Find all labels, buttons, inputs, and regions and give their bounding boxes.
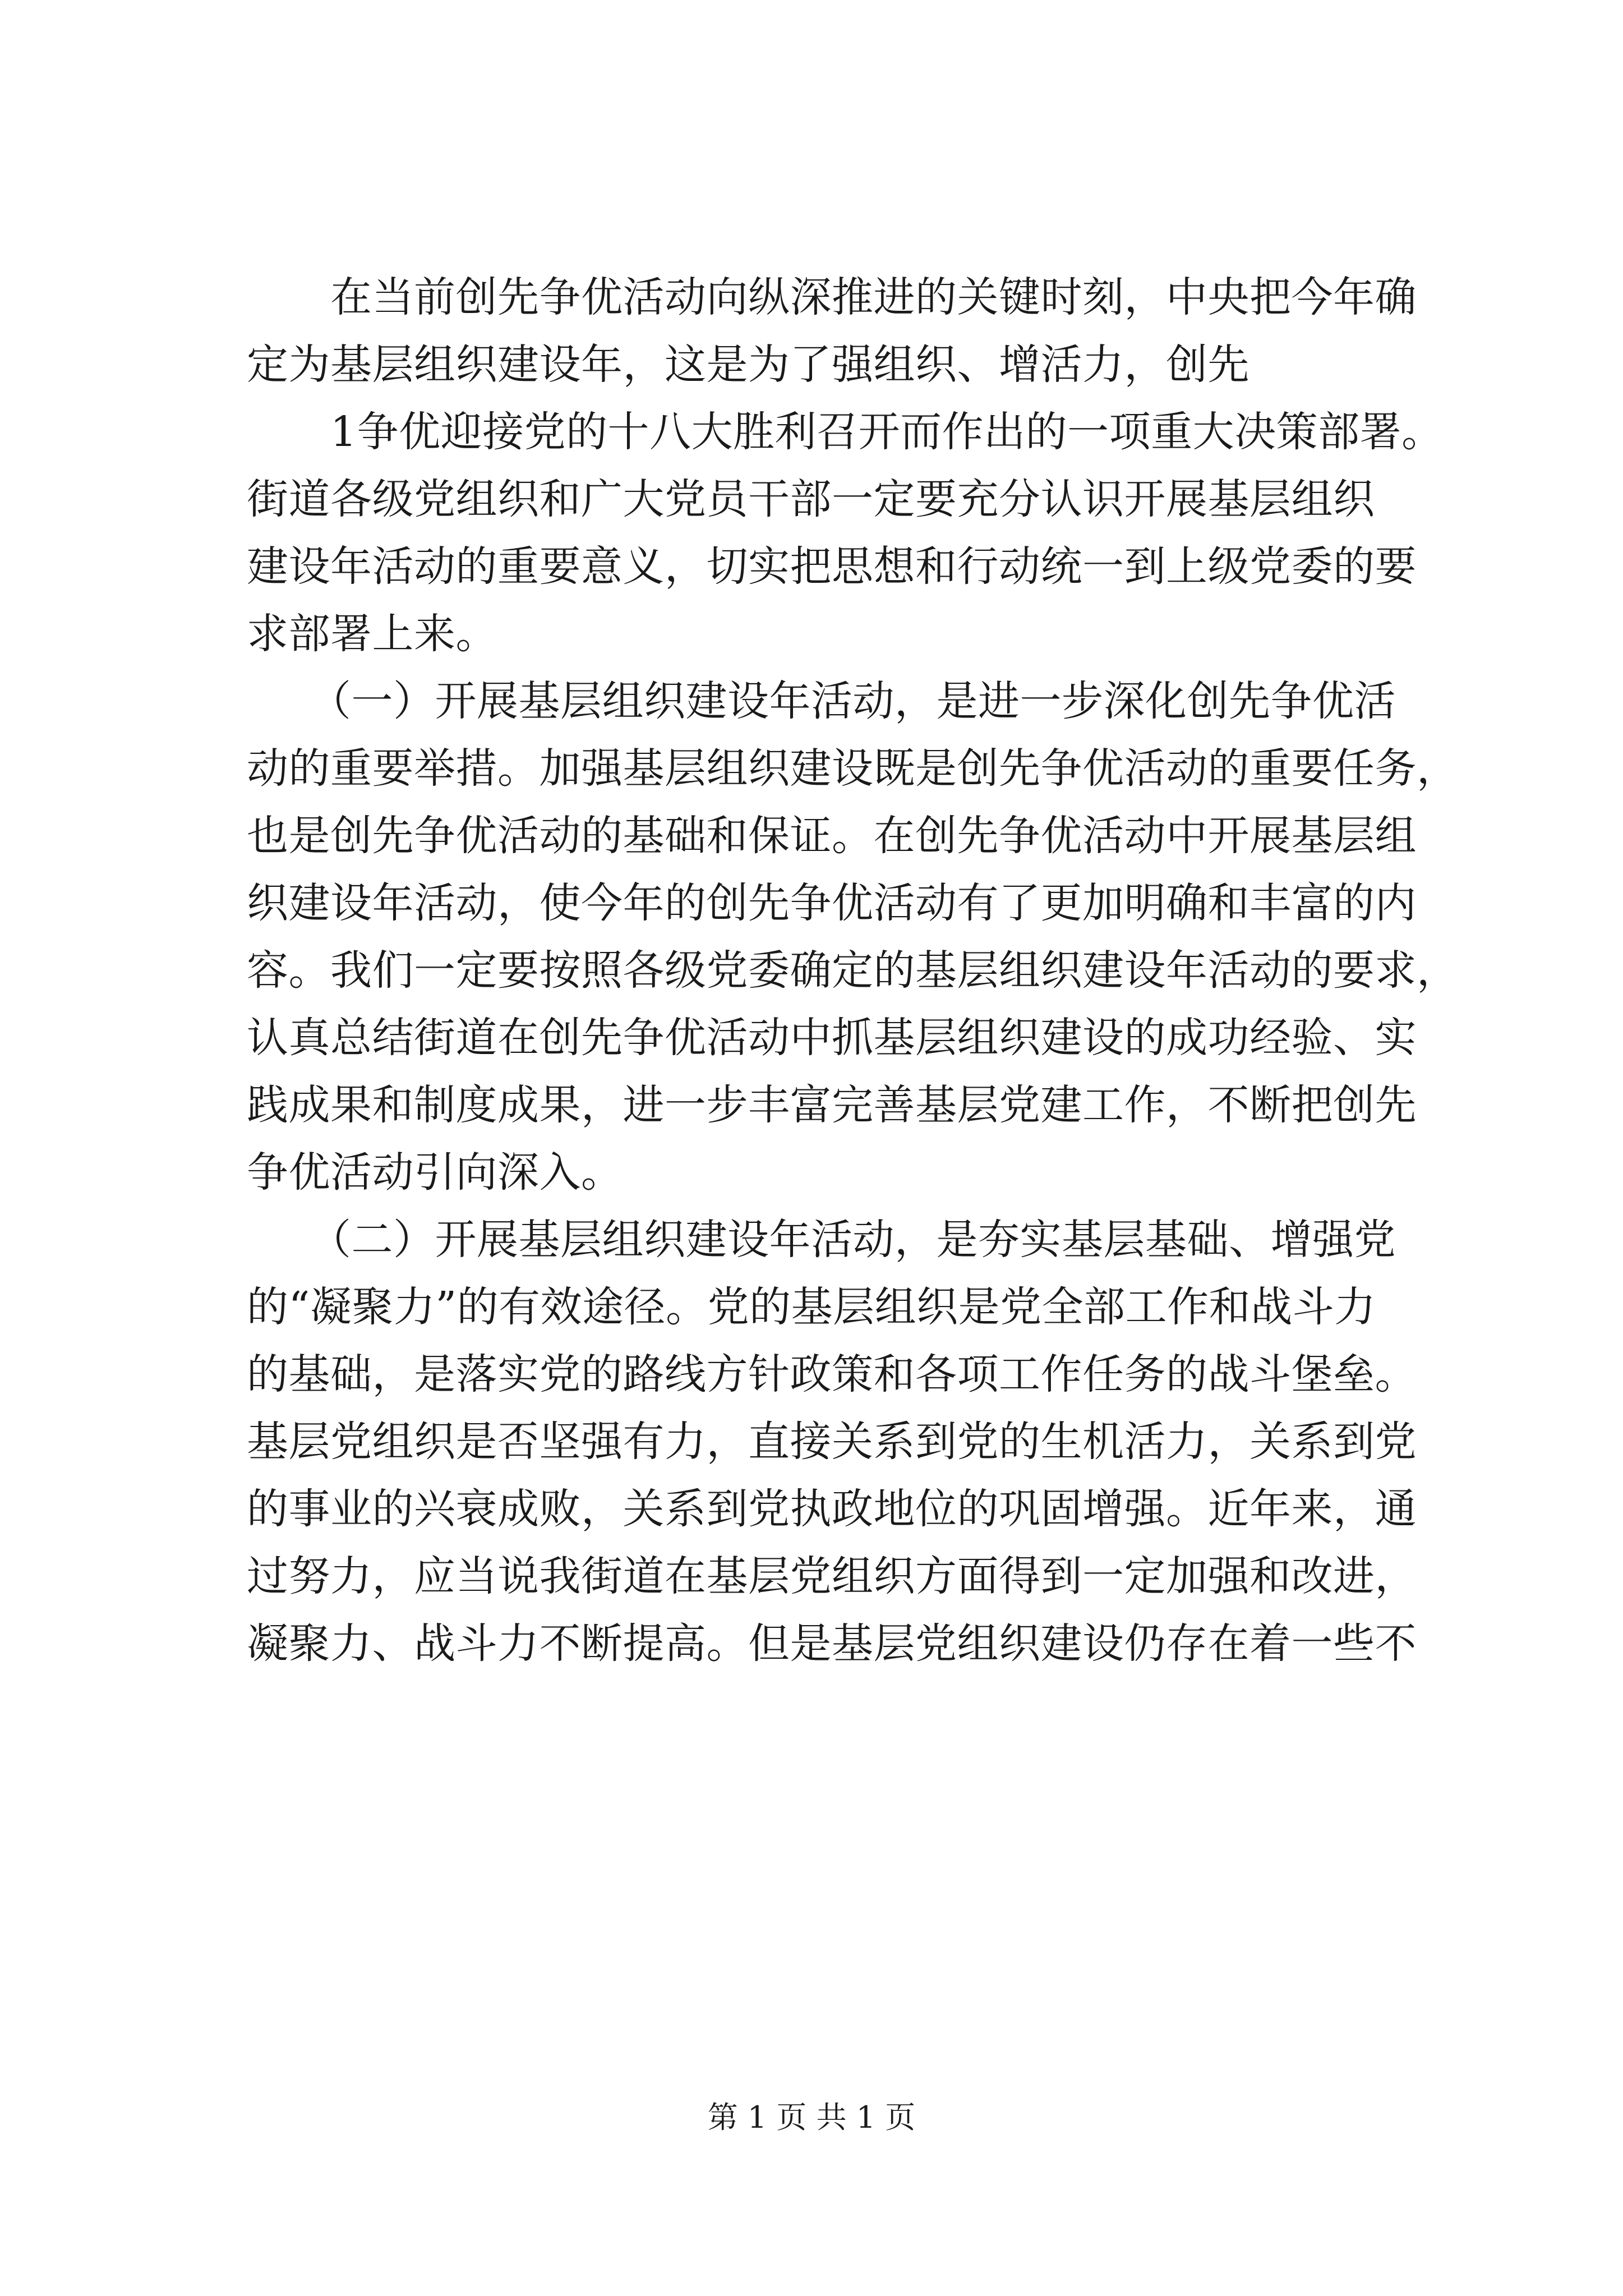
text-line: 也是创先争优活动的基础和保证。在创先争优活动中开展基层组 [247,812,1417,860]
text-line: （一）开展基层组织建设年活动，是进一步深化创先争优活 [247,677,1396,725]
text-line: 在当前创先争优活动向纵深推进的关键时刻，中央把今年确 [247,273,1417,321]
text-line: 践成果和制度成果，进一步丰富完善基层党建工作，不断把创先 [247,1081,1417,1129]
text-line: 的“凝聚力”的有效途径。党的基层组织是党全部工作和战斗力 [247,1283,1376,1331]
body-text [247,264,1459,1677]
text-line: 基层党组织是否坚强有力，直接关系到党的生机活力，关系到党 [247,1418,1417,1466]
text-line: 1争优迎接党的十八大胜利召开而作出的一项重大决策部署。 [247,408,1444,456]
text-line: 织建设年活动，使今年的创先争优活动有了更加明确和丰富的内 [247,879,1417,927]
text-line: 凝聚力、战斗力不断提高。但是基层党组织建设仍存在着一些不 [247,1619,1417,1668]
page-footer [0,2098,1623,2137]
text-line: 认真总结街道在创先争优活动中抓基层组织建设的成功经验、实 [247,1014,1417,1062]
text-line: 街道各级党组织和广大党员干部一定要充分认识开展基层组织 [247,475,1375,523]
text-line: 建设年活动的重要意义，切实把思想和行动统一到上级党委的要 [247,542,1417,591]
text-line: 争优活动引向深入。 [247,1148,623,1197]
text-line: （二）开展基层组织建设年活动，是夯实基层基础、增强党 [247,1216,1396,1264]
text-line: 动的重要举措。加强基层组织建设既是创先争优活动的重要任务， [247,744,1459,793]
page-number-label: 第 1 页 共 1 页 [707,2100,916,2135]
text-line: 容。我们一定要按照各级党委确定的基层组织建设年活动的要求， [247,946,1459,995]
text-line: 定为基层组织建设年，这是为了强组织、增活力，创先 [247,341,1249,389]
text-line: 的基础，是落实党的路线方针政策和各项工作任务的战斗堡垒。 [247,1350,1417,1398]
text-line: 求部署上来。 [247,610,497,658]
text-line: 过努力，应当说我街道在基层党组织方面得到一定加强和改进， [247,1552,1417,1600]
text-line: 的事业的兴衰成败，关系到党执政地位的巩固增强。近年来，通 [247,1485,1417,1533]
